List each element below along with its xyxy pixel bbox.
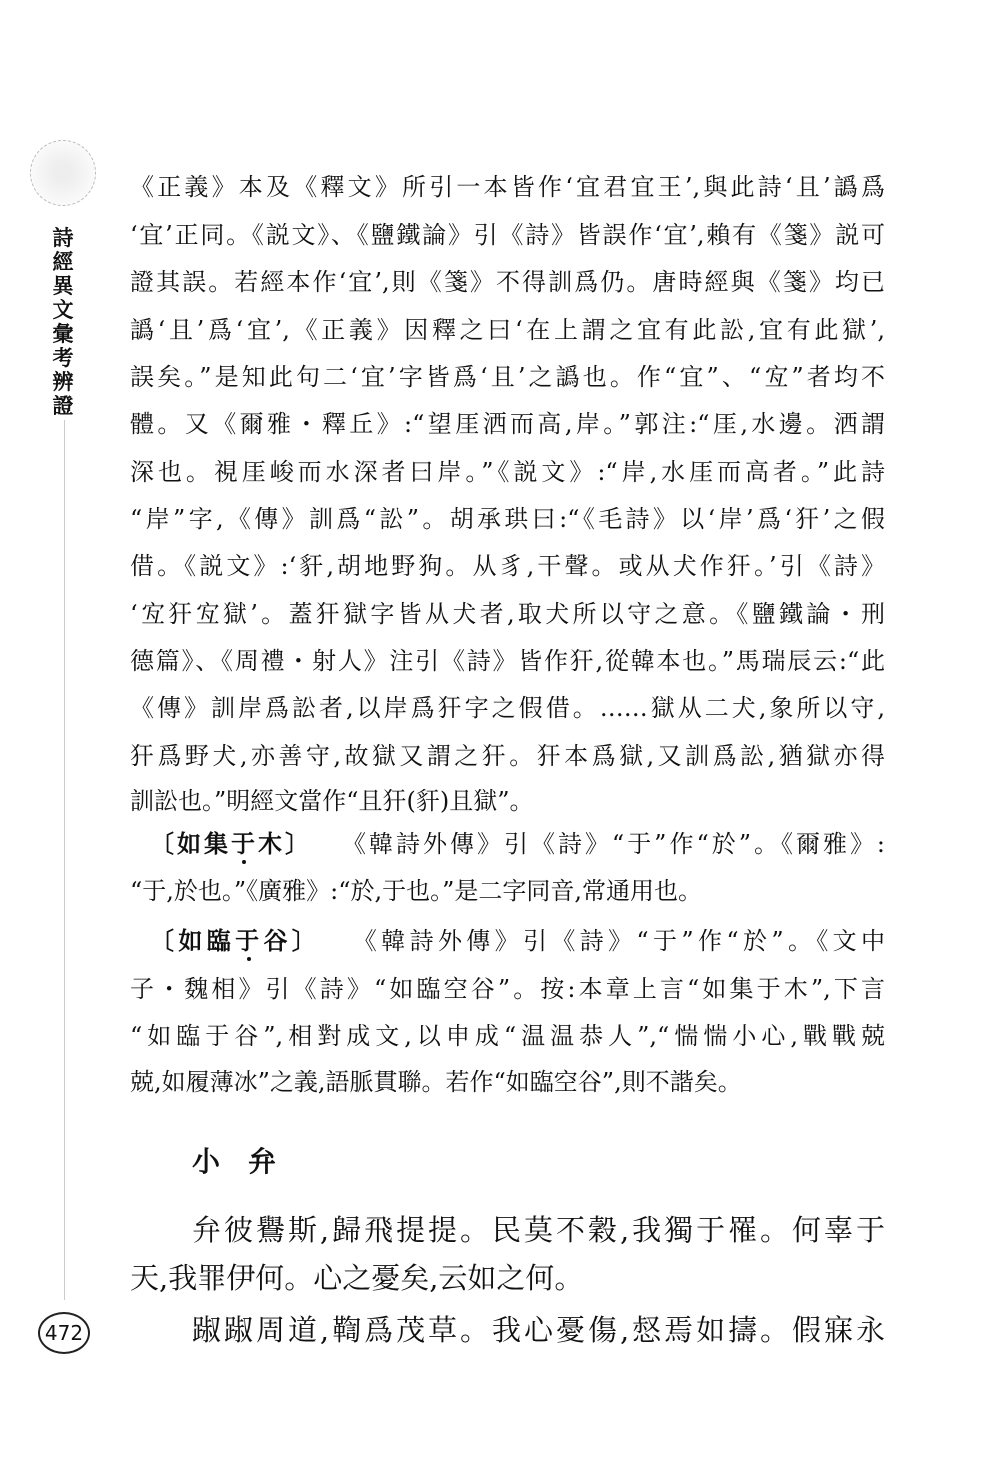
text-line: 犴爲野犬,亦善守,故獄又謂之犴。犴本爲獄,又訓爲訟,猶獄亦得 [130,742,885,770]
margin-rule [64,420,65,1300]
lemma: 〔如臨于谷〕 [150,926,309,955]
running-book-title: 詩經異文彙考辨證 [52,225,74,418]
seal-emblem [30,140,96,206]
poem-line: 弁彼鸒斯,歸飛提提。民莫不穀,我獨于罹。何辜于 [192,1213,885,1247]
text-line: 誤矣。”是知此句二‘宜’字皆爲‘且’之譌也。作“宜”、“宐”者均不 [130,363,885,391]
text-line: 深也。視厓峻而水深者曰岸。”《説文》:“岸,水厓而高者。”此詩 [130,458,885,486]
text-line: 訓訟也。”明經文當作“且犴(豻)且獄”。 [130,787,534,815]
poem-line: 踧踧周道,鞫爲茂草。我心憂傷,惄焉如擣。假寐永 [192,1313,885,1347]
text-line: 證其誤。若經本作‘宜’,則《箋》不得訓爲仍。唐時經與《箋》均已 [130,268,885,296]
text-line: 譌‘且’爲‘宜’,《正義》因釋之曰‘在上謂之宜有此訟,宜有此獄’, [130,316,885,344]
text-line: “于,於也。”《廣雅》:“於,于也。”是二字同音,常通用也。 [130,877,703,905]
page-number: 472 [38,1312,90,1354]
lemma: 〔如集于木〕 [150,829,300,858]
text-line: “岸”字,《傳》訓爲“訟”。胡承珙曰:“《毛詩》以‘岸’爲‘犴’之假 [130,505,885,533]
text-line: 借。《説文》:‘豻,胡地野狗。从豸,干聲。或从犬作犴。’引《詩》 [130,552,885,580]
text-line: 《正義》本及《釋文》所引一本皆作‘宜君宜王’,與此詩‘且’譌爲 [130,173,885,201]
entry-line: 〔如集于木〕 《韓詩外傳》引《詩》“于”作“於”。《爾雅》: [150,829,886,858]
entry-line: 〔如臨于谷〕 《韓詩外傳》引《詩》“于”作“於”。《文中 [150,926,886,955]
text-line: 子・魏相》引《詩》“如臨空谷”。按:本章上言“如集于木”,下言 [130,975,885,1003]
text-line: 《傳》訓岸爲訟者,以岸爲犴字之假借。……獄从二犬,象所以守, [130,694,885,722]
text-line: “如臨于谷”,相對成文,以申成“温温恭人”,“惴惴小心,戰戰兢 [130,1022,885,1050]
text-line: 德篇》、《周禮・射人》注引《詩》皆作犴,從韓本也。”馬瑞辰云:“此 [130,647,885,675]
section-heading: 小弁 [192,1145,305,1178]
text-line: 體。又《爾雅・釋丘》:“望厓洒而高,岸。”郭注:“厓,水邊。洒謂 [130,410,885,438]
text-line: ‘宜’正同。《説文》、《鹽鐵論》引《詩》皆誤作‘宜’,賴有《箋》説可 [130,221,885,249]
text-line: 兢,如履薄冰”之義,語脈貫聯。若作“如臨空谷”,則不諧矣。 [130,1068,742,1096]
text-line: ‘宐犴宐獄’。蓋犴獄字皆从犬者,取犬所以守之意。《鹽鐵論・刑 [130,600,885,628]
poem-line: 天,我罪伊何。心之憂矣,云如之何。 [130,1261,584,1295]
